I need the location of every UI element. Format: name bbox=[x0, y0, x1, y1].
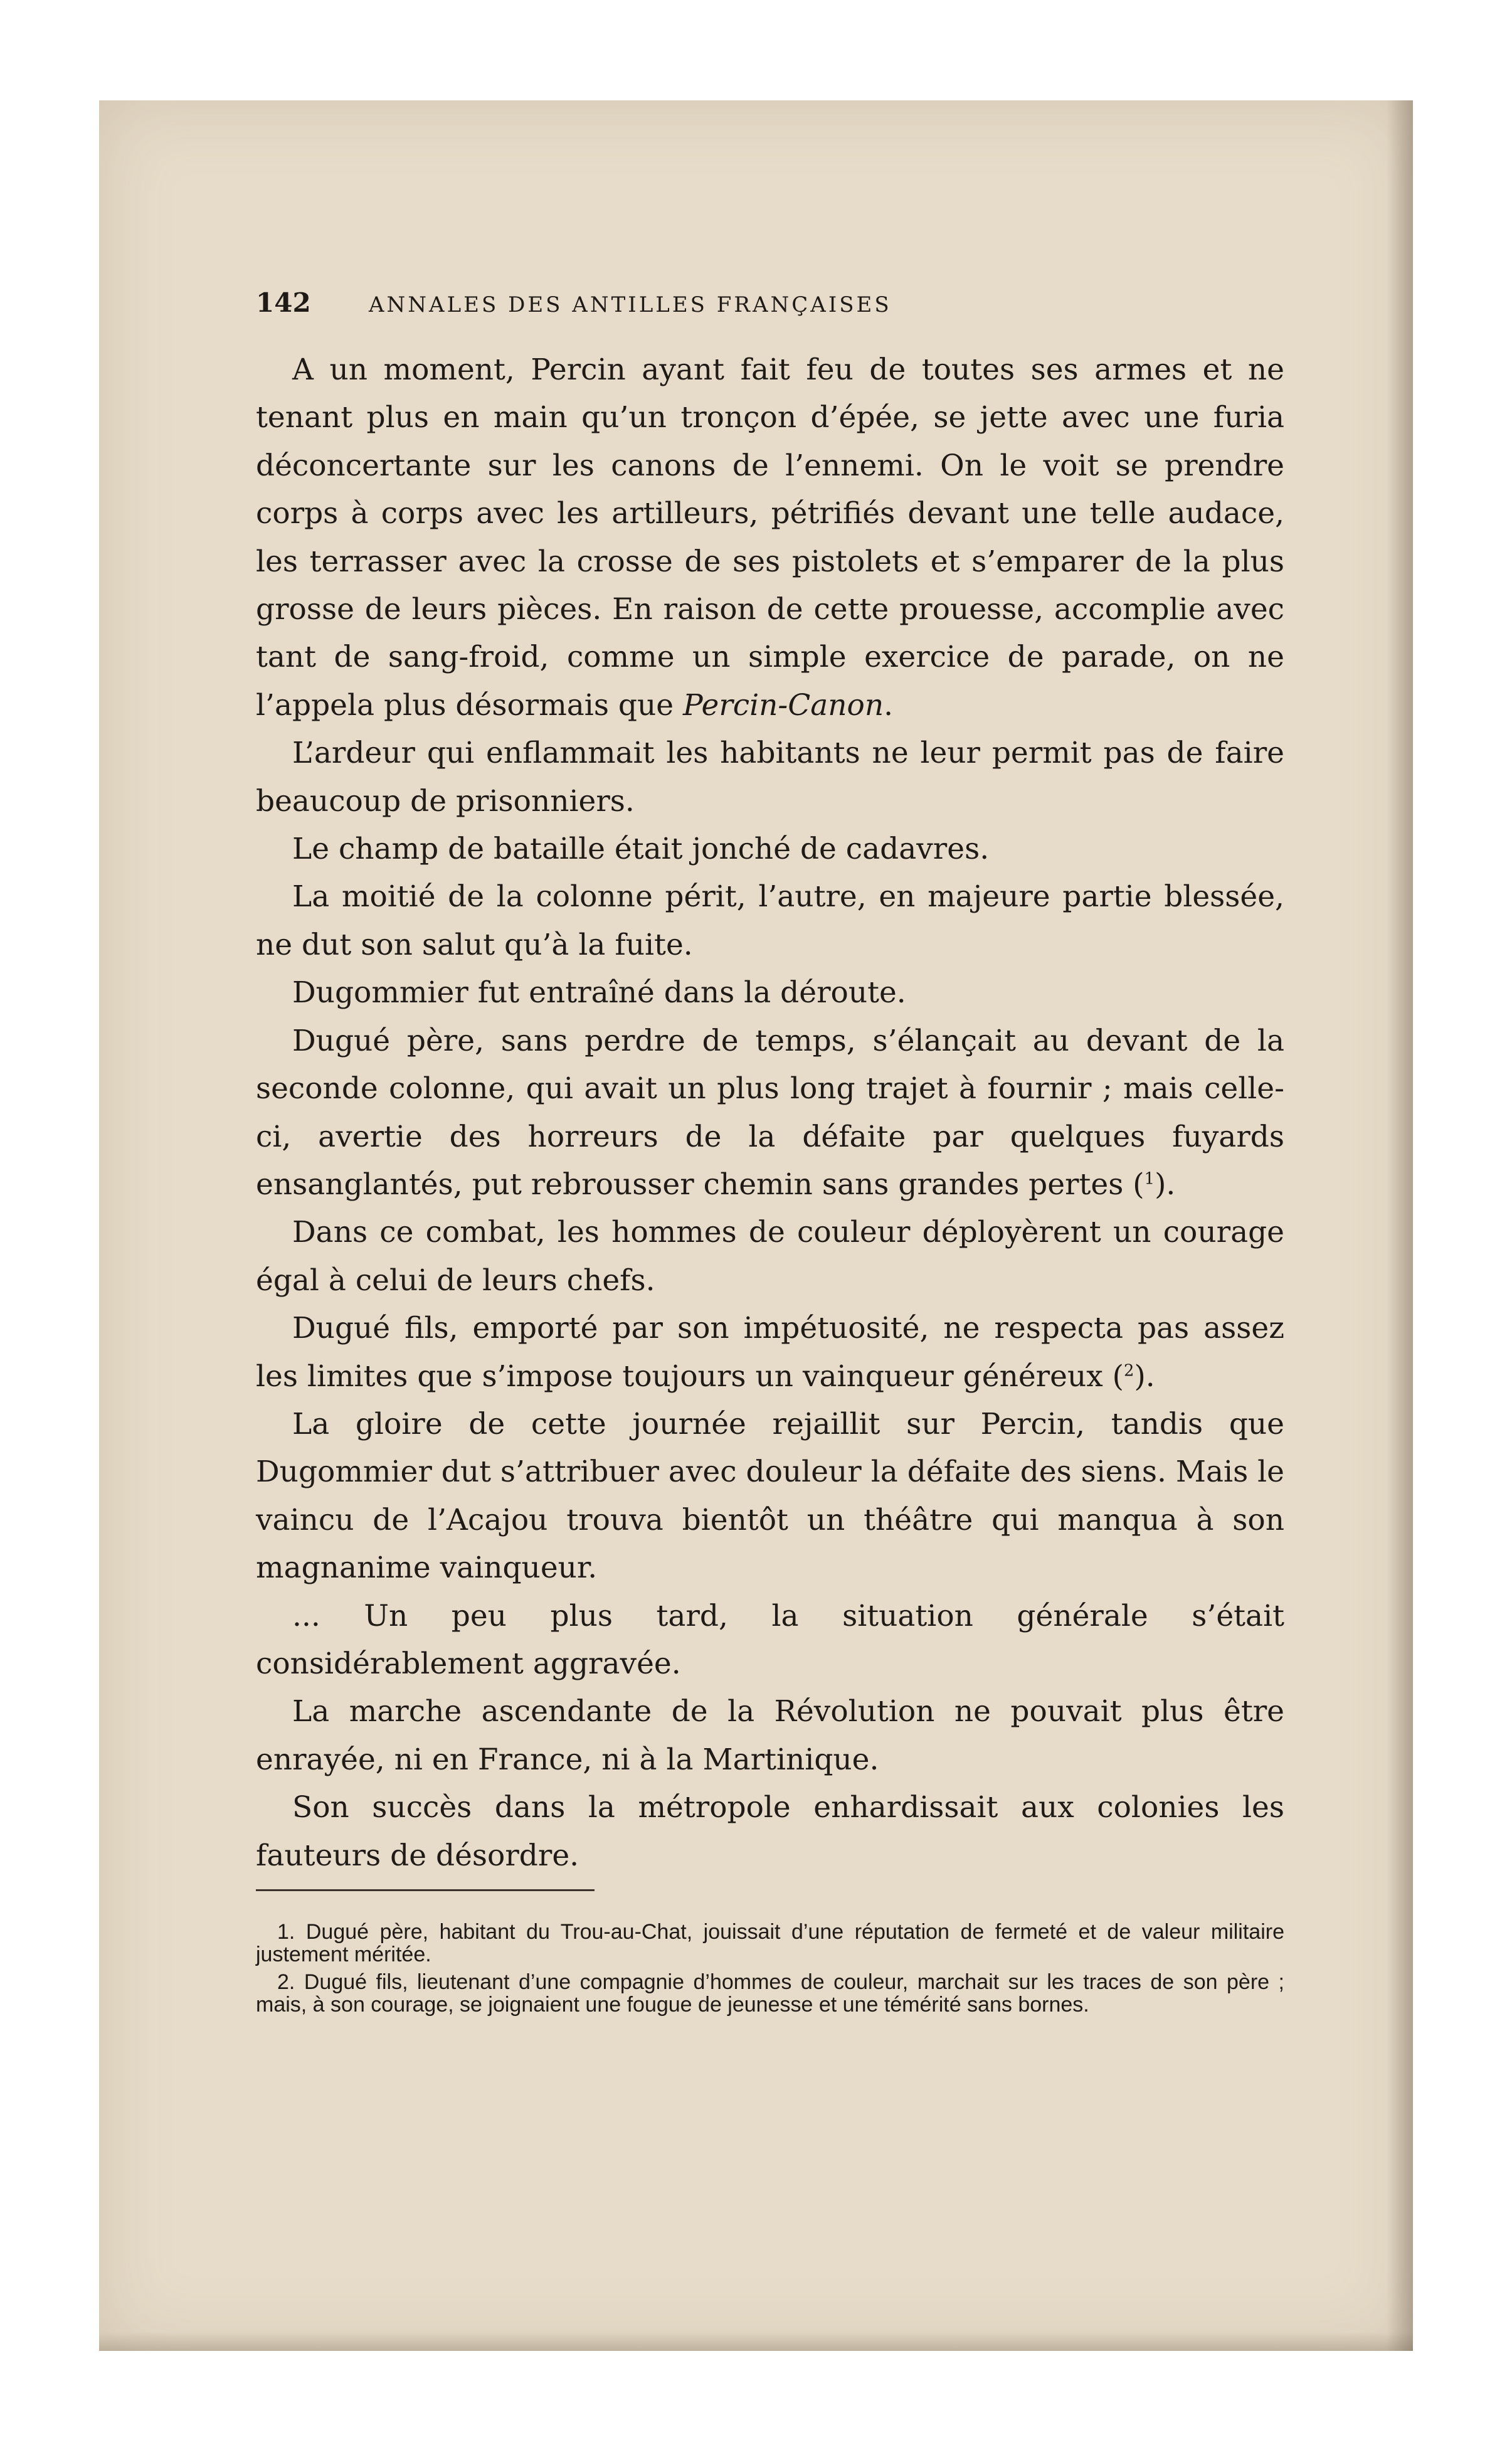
paragraph: Dugommier fut entraîné dans la déroute. bbox=[292, 975, 906, 1010]
paragraph: A un moment, Percin ayant fait feu de toutes ses armes et ne tenant plus en main qu’un tronçon d’épée, se jette avec une furia déconcertante sur les canons de l’ennemi. On le voit se prendre corps à corps avec les artilleurs, pétrifiés devant une telle audace, les terrasser avec la crosse de ses pistolets et s’emparer de la plus grosse de leurs pièces. En raison de cette prouesse, accomplie avec tant de sang-froid, comme un simple exercice de parade, on ne l’appela plus désormais que Percin-Canon. bbox=[256, 353, 1284, 723]
footnote-divider bbox=[256, 1889, 595, 1891]
footnote-1: 1. Dugué père, habitant du Trou-au-Chat, jouissait d’une réputation de fermeté et de valeur militaire justement méritée. bbox=[256, 1920, 1284, 1966]
paragraph: Son succès dans la métropole enhardissait aux colonies les fauteurs de désordre. bbox=[256, 1790, 1284, 1873]
page-shadow-edge bbox=[1387, 100, 1413, 2351]
paragraph: Dugué fils, emporté par son impétuosité, ne respecta pas assez les limites que s’impose toujours un vainqueur généreux ($^2$). bbox=[256, 1311, 1284, 1394]
paragraph: L’ardeur qui enflammait les habitants ne leur permit pas de faire beaucoup de prisonniers. bbox=[256, 736, 1284, 819]
paragraph: Dans ce combat, les hommes de couleur déployèrent un courage égal à celui de leurs chefs. bbox=[256, 1215, 1284, 1298]
main-text bbox=[256, 346, 1284, 1880]
footnotes bbox=[256, 1921, 1284, 2021]
paragraph: La gloire de cette journée rejaillit sur Percin, tandis que Dugommier dut s’attribuer avec douleur la défaite des siens. Mais le vaincu de l’Acajou trouva bientôt un théâtre qui manqua à son magnanime vainqueur. bbox=[256, 1406, 1284, 1586]
running-head: ANNALES DES ANTILLES FRANÇAISES bbox=[369, 292, 892, 317]
page-shadow-bottom bbox=[99, 2332, 1413, 2351]
paragraph: ... Un peu plus tard, la situation générale s’était considérablement aggravée. bbox=[256, 1598, 1284, 1681]
paragraph: La moitié de la colonne périt, l’autre, en majeure partie blessée, ne dut son salut qu’à la fuite. bbox=[256, 879, 1284, 962]
footnote-ref-1[interactable]: 1 bbox=[1144, 1169, 1155, 1189]
paragraph: Dugué père, sans perdre de temps, s’élançait au devant de la seconde colonne, qui avait un plus long trajet à fournir ; mais celle-ci, avertie des horreurs de la défaite par quelques fuyards ensanglantés, put rebrousser chemin sans grandes pertes ($^1$). bbox=[256, 1023, 1284, 1202]
paragraph: Le champ de bataille était jonché de cadavres. bbox=[292, 832, 990, 867]
footnote-ref-2[interactable]: 2 bbox=[1124, 1360, 1134, 1380]
footnote-2: 2. Dugué fils, lieutenant d’une compagnie d’hommes de couleur, marchait sur les traces de son père ; mais, à son courage, se joignaient une fougue de jeunesse et une témérité sans bornes. bbox=[256, 1970, 1284, 2017]
page-header bbox=[256, 287, 1284, 325]
paragraph: La marche ascendante de la Révolution ne pouvait plus être enrayée, ni en France, ni à la Martinique. bbox=[256, 1694, 1284, 1777]
nickname-emphasis: Percin-Canon bbox=[683, 687, 884, 723]
page-number: 142 bbox=[256, 287, 311, 318]
